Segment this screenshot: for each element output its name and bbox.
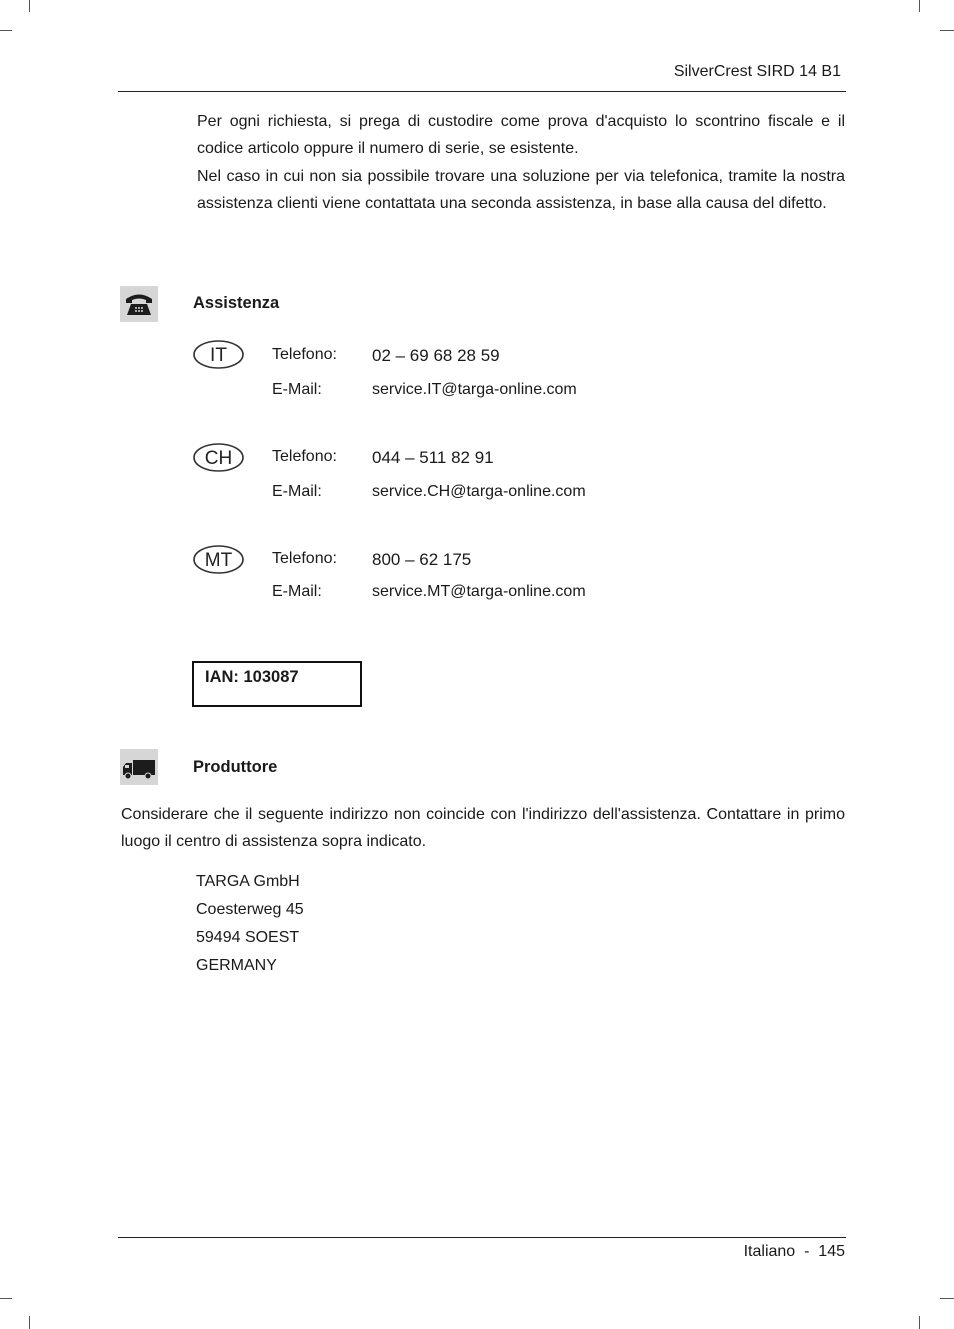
country-badge-it: [193, 340, 244, 369]
crop-mark: [0, 30, 12, 31]
page-footer: Italiano - 145: [743, 1243, 845, 1260]
email-label: E-Mail:: [272, 583, 322, 600]
address-line: GERMANY: [196, 957, 277, 974]
crop-mark: [29, 0, 30, 12]
ian-label: IAN: 103087: [205, 668, 299, 686]
email-address: service.MT@targa-online.com: [372, 583, 586, 600]
country-code: MT: [204, 550, 233, 571]
telephone-icon: [120, 286, 158, 322]
phone-label: Telefono:: [272, 448, 337, 465]
crop-mark: [940, 1298, 954, 1299]
footer-rule: [118, 1237, 846, 1238]
phone-number: 02 – 69 68 28 59: [372, 346, 500, 365]
address-line: TARGA GmbH: [196, 873, 300, 890]
address-line: Coesterweg 45: [196, 901, 304, 918]
phone-label: Telefono:: [272, 346, 337, 363]
section-heading-produttore: Produttore: [193, 758, 278, 776]
phone-number: 800 – 62 175: [372, 550, 472, 569]
country-code: CH: [204, 448, 233, 469]
crop-mark: [919, 1316, 920, 1329]
address-line: 59494 SOEST: [196, 929, 300, 946]
country-badge-mt: [193, 545, 244, 574]
intro-paragraph: Nel caso in cui non sia possibile trovare una soluzione per via telefonica, tramite la nostra assistenza clienti viene contattata una seconda assistenza, in base alla causa del difetto.: [197, 168, 845, 212]
section-heading-assistenza: Assistenza: [193, 294, 280, 312]
header-rule: [118, 91, 846, 92]
email-label: E-Mail:: [272, 381, 322, 398]
phone-number: 044 – 511 82 91: [372, 448, 494, 467]
manufacturer-note: Considerare che il seguente indirizzo non coincide con l'indirizzo dell'assistenza. Contattare in primo luogo il centro di assistenza sopra indicato.: [121, 806, 845, 850]
phone-label: Telefono:: [272, 550, 337, 567]
country-badge-ch: [193, 443, 244, 472]
crop-mark: [0, 1298, 12, 1299]
email-address: service.CH@targa-online.com: [372, 483, 586, 500]
crop-mark: [919, 0, 920, 12]
country-code: IT: [210, 345, 227, 366]
email-address: service.IT@targa-online.com: [372, 381, 577, 398]
intro-paragraph: Per ogni richiesta, si prega di custodire come prova d'acquisto lo scontrino fiscale e il codice articolo oppure il numero di serie, se esistente.: [197, 113, 845, 157]
crop-mark: [29, 1316, 30, 1329]
header-title: SilverCrest SIRD 14 B1: [673, 63, 841, 80]
crop-mark: [940, 30, 954, 31]
email-label: E-Mail:: [272, 483, 322, 500]
truck-icon: [120, 749, 158, 785]
ian-box: [192, 661, 362, 707]
